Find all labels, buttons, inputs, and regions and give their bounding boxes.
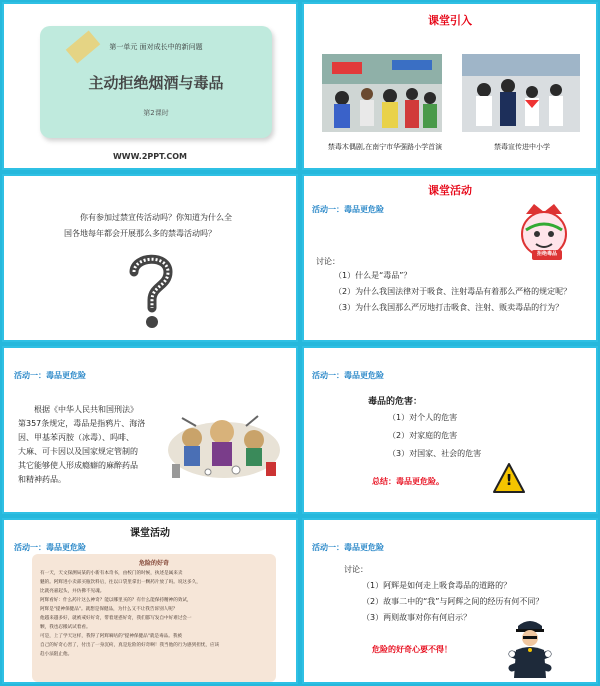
question-1: （1）阿辉是如何走上吸食毒品的道路的？: [362, 581, 512, 590]
question-2: （2）故事二中的“我”与阿辉之间的经历有何不同？: [362, 597, 544, 606]
summary-text: 总结：毒品更危险。: [372, 477, 444, 486]
caption-left: 禁毒木偶剧,在南宁市华强路小学首演: [327, 143, 443, 151]
harm-2: （2）对家庭的危害: [388, 431, 458, 440]
question-3: （3）为什么我国那么严厉地打击吸食、注射、贩卖毒品的行为？: [334, 303, 564, 312]
discuss-label: 讨论：: [316, 257, 340, 266]
question-1: （1）什么是“毒品”？: [334, 271, 412, 280]
slide-story-discussion[interactable]: [302, 518, 598, 684]
definition-line-6: 和精神药品。: [18, 475, 66, 484]
section-title: 课堂活动: [130, 528, 170, 539]
slide-title[interactable]: [2, 2, 298, 170]
anti-drug-mascot-icon: [516, 200, 572, 262]
site-url: WWW.2PPT.COM: [112, 152, 188, 161]
slide-story[interactable]: [2, 518, 298, 684]
caption-right: 禁毒宣传进中小学: [494, 143, 550, 151]
badge-label: 拒绝毒品: [536, 251, 557, 257]
unit-label: 第一单元 面对成长中的新问题: [109, 43, 203, 51]
story-line: 趋小法阻止他。: [40, 651, 73, 657]
story-line: 颗，我也忍搬试试着看。: [40, 624, 91, 630]
harm-3: （3）对国家、社会的危害: [388, 449, 482, 458]
section-title: 课堂引入: [428, 14, 472, 27]
warning-symbol: !: [505, 471, 513, 489]
question-mark-icon: [122, 250, 180, 332]
discuss-label: 讨论：: [344, 565, 368, 574]
activity-label: 活动一：毒品更危险: [312, 543, 384, 552]
slide-question[interactable]: [2, 174, 298, 342]
slide-drug-definition[interactable]: [2, 346, 298, 514]
activity-label: 活动一：毒品更危险: [14, 543, 86, 552]
story-card: [32, 554, 276, 682]
activity-label: 活动一：毒品更危险: [312, 371, 384, 380]
harms-title: 毒品的危害：: [368, 397, 423, 407]
school-campaign-photo: [462, 54, 580, 132]
harm-1: （1）对个人的危害: [388, 413, 458, 422]
lesson-period: 第2课时: [143, 109, 169, 117]
slide-activity-discussion[interactable]: [302, 174, 598, 342]
question-3: （3）两则故事对你有何启示？: [362, 613, 472, 622]
story-line: 阿辉看好：什么药片这么神奇？能以哪里买的？有什么能保持精神的效试，: [40, 597, 192, 603]
puppet-show-photo: [322, 54, 442, 132]
story-line: 比就亮嘉起头，并仿佛不见魂。: [40, 588, 105, 594]
definition-line-5: 其它能够使人形成瘾癖的麻醉药品: [18, 461, 138, 470]
question-line-2: 国各地每年都会开展那么多的禁毒活动吗？: [64, 229, 216, 238]
story-line: 可是，上了学天这样，我得了阿辉嘀咕的"提神保健品"就是毒品。我被: [40, 633, 183, 639]
warning-icon: [492, 462, 526, 494]
slide-intro[interactable]: [302, 2, 598, 170]
question-2: （2）为什么我国法律对于吸食、注射毒品有着那么严格的规定呢？: [334, 287, 572, 296]
drugs-cartoon-illustration: [162, 398, 286, 484]
police-officer-illustration: [508, 616, 552, 680]
definition-line-2: 第357条规定，毒品是指鸦片、海洛: [18, 419, 146, 428]
slide-drug-harms[interactable]: [302, 346, 598, 514]
story-line: 阿辉是"提神保健品"。就想是保健品，为什么又不让我告诉别人呢？: [40, 606, 178, 612]
definition-line-4: 大麻、可卡因以及国家规定管制的: [18, 447, 138, 456]
lesson-title: 主动拒绝烟酒与毒品: [88, 74, 224, 92]
title-card: [40, 26, 272, 138]
activity-label: 活动一：毒品更危险: [312, 205, 384, 214]
story-line: 自己的好奇心害了，付出了一身沉疴，真是危险的好奇啊！我当他的行为感到担忧，应该: [40, 642, 220, 648]
definition-line-3: 因、甲基苯丙胺（冰毒）、吗啡、: [18, 433, 134, 442]
activity-label: 活动一：毒品更危险: [14, 371, 86, 380]
definition-line-1: 根据《中华人民共和国刑法》: [34, 405, 138, 414]
section-title: 课堂活动: [428, 184, 472, 197]
story-line: 有一天，天文探测局某的小新有本奇书，由校门的时候，执述是属来卖: [40, 571, 183, 576]
story-title: 危险的好奇: [138, 560, 169, 567]
conclusion-text: 危险的好奇心要不得！: [372, 645, 452, 654]
story-line: 魅的。阿辉进小卖部买瓶饮料后，往以口袋里拿出一颗药片放了吗。说这多久，: [40, 579, 201, 585]
question-line-1: 你有参加过禁宣传活动吗？你知道为什么全: [80, 213, 232, 222]
story-line: 他越来越多好，就被戒好好奇，带着迷惑好奇，我们都写发自中好难过会一: [40, 615, 192, 621]
